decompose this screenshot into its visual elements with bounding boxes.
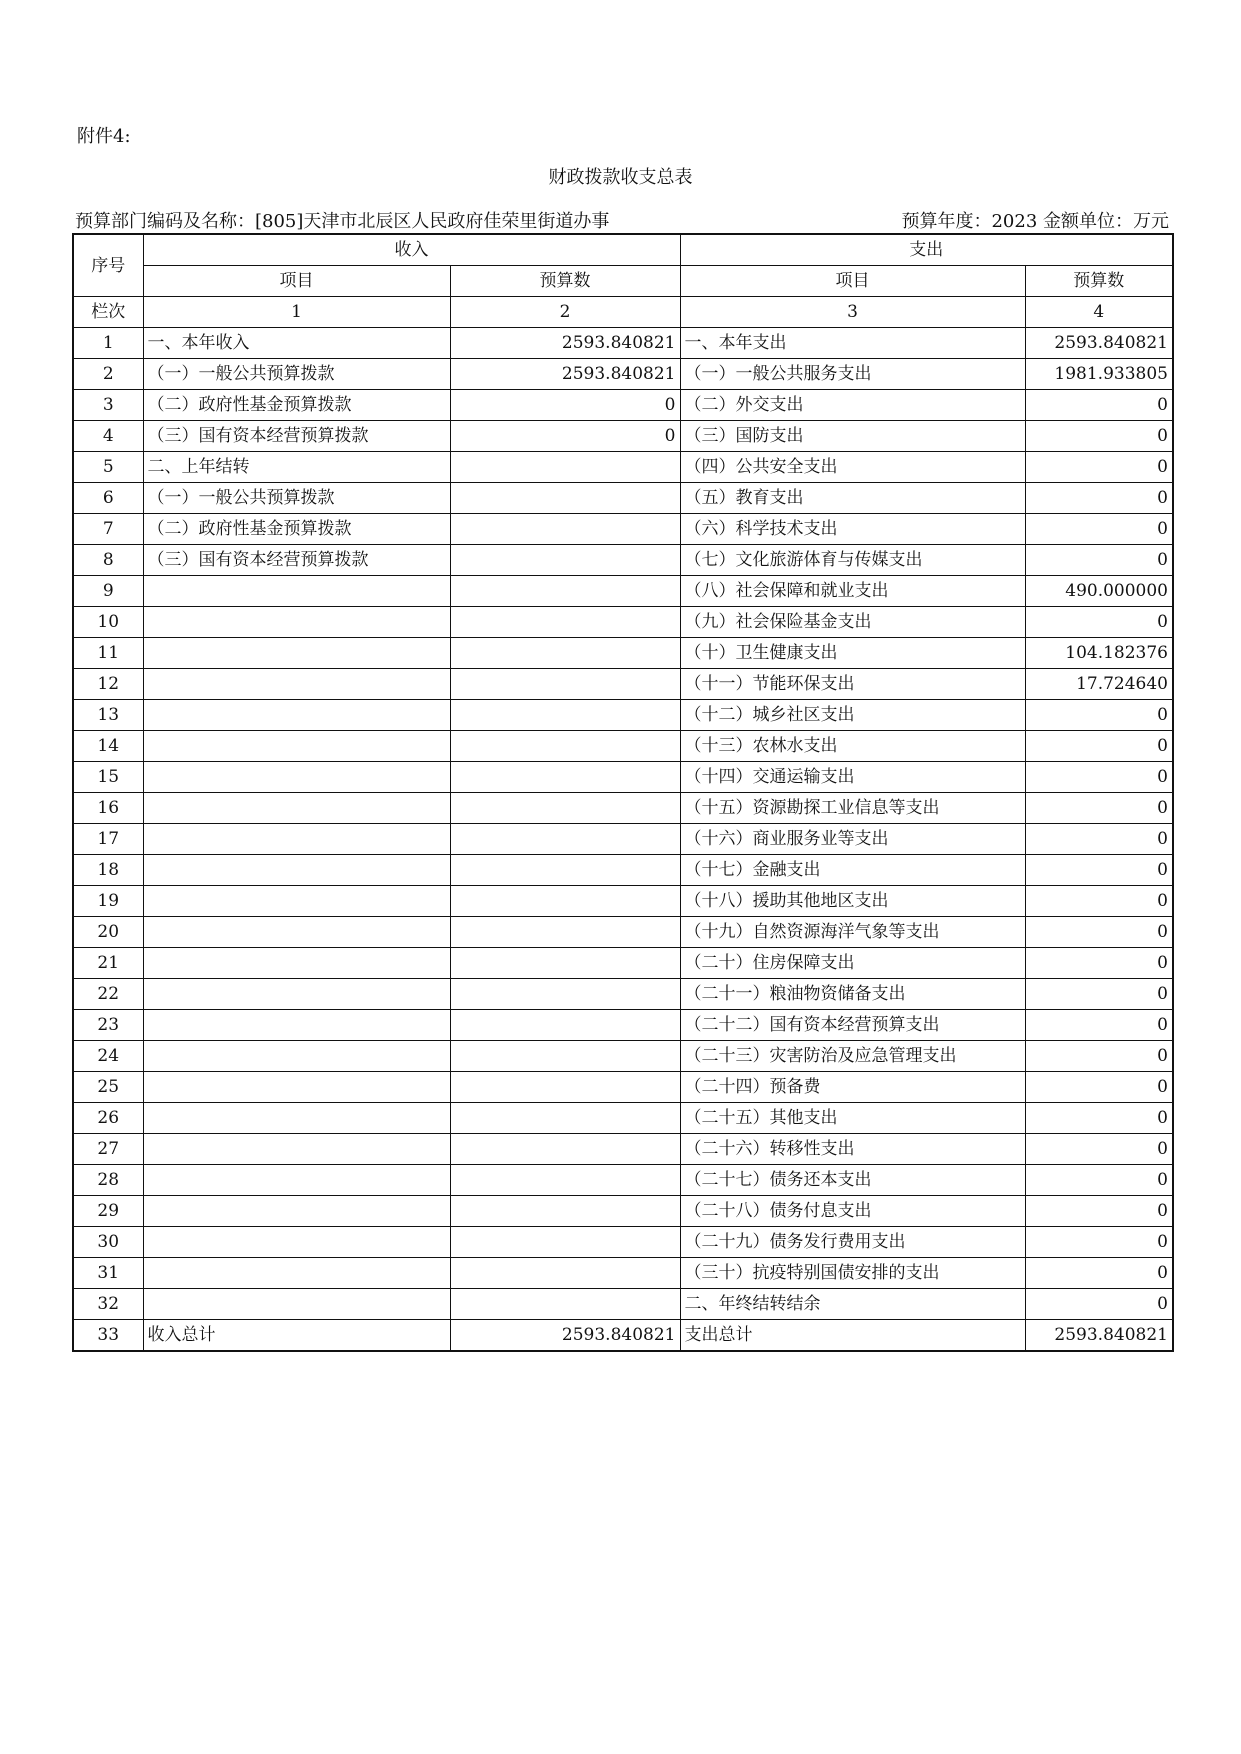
expense-value: 0: [1025, 514, 1173, 545]
table-row: [73, 514, 1173, 545]
income-item: [143, 1041, 450, 1072]
expense-value: 2593.840821: [1025, 328, 1173, 359]
table-row: [73, 1227, 1173, 1258]
income-value: [450, 1258, 680, 1289]
row-number: 20: [73, 917, 143, 948]
expense-value: 0: [1025, 1289, 1173, 1320]
income-item: [143, 762, 450, 793]
income-value: [450, 607, 680, 638]
row-number: 15: [73, 762, 143, 793]
table-row: [73, 1072, 1173, 1103]
expense-value: 0: [1025, 1258, 1173, 1289]
expense-item: （十一）节能环保支出: [680, 669, 1025, 700]
expense-item: （七）文化旅游体育与传媒支出: [680, 545, 1025, 576]
expense-item: （二十五）其他支出: [680, 1103, 1025, 1134]
income-value: [450, 514, 680, 545]
row-number: 26: [73, 1103, 143, 1134]
header-seq: 序号: [73, 234, 143, 297]
row-number: 12: [73, 669, 143, 700]
header-col-3: 3: [680, 297, 1025, 328]
income-value: [450, 979, 680, 1010]
row-number: 29: [73, 1196, 143, 1227]
income-item: [143, 1289, 450, 1320]
row-number: 27: [73, 1134, 143, 1165]
income-item: （三）国有资本经营预算拨款: [143, 421, 450, 452]
income-item: [143, 576, 450, 607]
income-item: [143, 607, 450, 638]
income-item: （一）一般公共预算拨款: [143, 483, 450, 514]
table-row: [73, 793, 1173, 824]
income-item: [143, 700, 450, 731]
table-row: [73, 1320, 1173, 1352]
expense-value: 0: [1025, 824, 1173, 855]
table-row: [73, 359, 1173, 390]
row-number: 6: [73, 483, 143, 514]
expense-item: （十七）金融支出: [680, 855, 1025, 886]
row-number: 32: [73, 1289, 143, 1320]
expense-value: 0: [1025, 1227, 1173, 1258]
table-row: [73, 1196, 1173, 1227]
income-item: [143, 948, 450, 979]
row-number: 9: [73, 576, 143, 607]
table-row: [73, 576, 1173, 607]
table-row: [73, 390, 1173, 421]
table-row: [73, 979, 1173, 1010]
income-item: 二、上年结转: [143, 452, 450, 483]
expense-value: 0: [1025, 607, 1173, 638]
row-number: 28: [73, 1165, 143, 1196]
row-number: 30: [73, 1227, 143, 1258]
income-value: [450, 824, 680, 855]
header-lanci: 栏次: [73, 297, 143, 328]
income-value: [450, 855, 680, 886]
table-row: [73, 328, 1173, 359]
expense-item: （二十八）债务付息支出: [680, 1196, 1025, 1227]
department-label: 预算部门编码及名称：[805]天津市北辰区人民政府佳荣里街道办事: [75, 211, 610, 232]
table-row: [73, 638, 1173, 669]
income-value: 0: [450, 390, 680, 421]
table-body: [73, 328, 1173, 1352]
table-row: [73, 607, 1173, 638]
income-value: [450, 1289, 680, 1320]
expense-item: （十四）交通运输支出: [680, 762, 1025, 793]
income-item: [143, 979, 450, 1010]
row-number: 31: [73, 1258, 143, 1289]
row-number: 18: [73, 855, 143, 886]
expense-value: 0: [1025, 700, 1173, 731]
income-value: [450, 1227, 680, 1258]
row-number: 2: [73, 359, 143, 390]
expense-item: （十六）商业服务业等支出: [680, 824, 1025, 855]
expense-value: 0: [1025, 979, 1173, 1010]
expense-item: （一）一般公共服务支出: [680, 359, 1025, 390]
header-income: 收入: [143, 234, 680, 266]
table-row: [73, 731, 1173, 762]
expense-value: 0: [1025, 886, 1173, 917]
table-row: [73, 1103, 1173, 1134]
expense-item: （二）外交支出: [680, 390, 1025, 421]
expense-value: 0: [1025, 1103, 1173, 1134]
expense-value: 0: [1025, 421, 1173, 452]
income-item: [143, 1103, 450, 1134]
income-item: [143, 1196, 450, 1227]
income-item: （一）一般公共预算拨款: [143, 359, 450, 390]
expense-value: 17.724640: [1025, 669, 1173, 700]
row-number: 14: [73, 731, 143, 762]
expense-item: （二十四）预备费: [680, 1072, 1025, 1103]
table-row: [73, 1134, 1173, 1165]
expense-value: 0: [1025, 855, 1173, 886]
income-value: [450, 483, 680, 514]
budget-table: [72, 233, 1174, 1352]
income-value: 2593.840821: [450, 1320, 680, 1352]
expense-value: 490.000000: [1025, 576, 1173, 607]
row-number: 21: [73, 948, 143, 979]
table-row: [73, 917, 1173, 948]
expense-item: （三）国防支出: [680, 421, 1025, 452]
expense-item: （十二）城乡社区支出: [680, 700, 1025, 731]
income-value: [450, 1196, 680, 1227]
income-value: [450, 452, 680, 483]
header-expense-item: 项目: [680, 266, 1025, 297]
table-row: [73, 886, 1173, 917]
table-row: [73, 855, 1173, 886]
income-item: （二）政府性基金预算拨款: [143, 514, 450, 545]
table-row: [73, 1165, 1173, 1196]
expense-item: （二十三）灾害防治及应急管理支出: [680, 1041, 1025, 1072]
expense-value: 1981.933805: [1025, 359, 1173, 390]
income-item: （三）国有资本经营预算拨款: [143, 545, 450, 576]
income-value: 0: [450, 421, 680, 452]
income-value: [450, 576, 680, 607]
table-row: [73, 421, 1173, 452]
income-item: 一、本年收入: [143, 328, 450, 359]
row-number: 17: [73, 824, 143, 855]
income-value: [450, 1010, 680, 1041]
expense-item: （二十二）国有资本经营预算支出: [680, 1010, 1025, 1041]
table-row: [73, 824, 1173, 855]
table-row: [73, 545, 1173, 576]
income-value: [450, 1103, 680, 1134]
row-number: 1: [73, 328, 143, 359]
header-expense: 支出: [680, 234, 1173, 266]
expense-value: 0: [1025, 1165, 1173, 1196]
expense-item: （二十）住房保障支出: [680, 948, 1025, 979]
row-number: 4: [73, 421, 143, 452]
income-item: [143, 1010, 450, 1041]
header-col-1: 1: [143, 297, 450, 328]
expense-value: 0: [1025, 1010, 1173, 1041]
expense-item: 一、本年支出: [680, 328, 1025, 359]
expense-item: （三十）抗疫特别国债安排的支出: [680, 1258, 1025, 1289]
table-row: [73, 1258, 1173, 1289]
income-value: [450, 948, 680, 979]
expense-item: （二十一）粮油物资储备支出: [680, 979, 1025, 1010]
expense-item: （二十九）债务发行费用支出: [680, 1227, 1025, 1258]
expense-value: 0: [1025, 390, 1173, 421]
income-value: [450, 917, 680, 948]
expense-item: （十）卫生健康支出: [680, 638, 1025, 669]
income-item: [143, 1227, 450, 1258]
table-row: [73, 1010, 1173, 1041]
income-value: [450, 1041, 680, 1072]
expense-value: 0: [1025, 452, 1173, 483]
expense-value: 0: [1025, 1041, 1173, 1072]
income-item: 收入总计: [143, 1320, 450, 1352]
row-number: 19: [73, 886, 143, 917]
table-row: [73, 1041, 1173, 1072]
expense-value: 0: [1025, 948, 1173, 979]
expense-item: （十八）援助其他地区支出: [680, 886, 1025, 917]
income-item: （二）政府性基金预算拨款: [143, 390, 450, 421]
table-row: [73, 483, 1173, 514]
expense-item: （九）社会保险基金支出: [680, 607, 1025, 638]
header-expense-budget: 预算数: [1025, 266, 1173, 297]
income-item: [143, 793, 450, 824]
income-item: [143, 638, 450, 669]
income-value: [450, 1165, 680, 1196]
row-number: 10: [73, 607, 143, 638]
row-number: 7: [73, 514, 143, 545]
expense-item: （八）社会保障和就业支出: [680, 576, 1025, 607]
expense-value: 0: [1025, 793, 1173, 824]
income-item: [143, 731, 450, 762]
income-value: [450, 1134, 680, 1165]
year-unit-label: 预算年度：2023 金额单位：万元: [901, 211, 1169, 232]
expense-item: （四）公共安全支出: [680, 452, 1025, 483]
income-item: [143, 917, 450, 948]
income-value: [450, 762, 680, 793]
expense-value: 2593.840821: [1025, 1320, 1173, 1352]
expense-value: 0: [1025, 1196, 1173, 1227]
row-number: 23: [73, 1010, 143, 1041]
row-number: 11: [73, 638, 143, 669]
row-number: 22: [73, 979, 143, 1010]
income-value: 2593.840821: [450, 359, 680, 390]
expense-value: 104.182376: [1025, 638, 1173, 669]
header-income-item: 项目: [143, 266, 450, 297]
row-number: 3: [73, 390, 143, 421]
income-item: [143, 886, 450, 917]
income-value: 2593.840821: [450, 328, 680, 359]
income-value: [450, 545, 680, 576]
expense-item: （五）教育支出: [680, 483, 1025, 514]
page-title: 财政拨款收支总表: [548, 167, 693, 188]
income-item: [143, 669, 450, 700]
income-item: [143, 1134, 450, 1165]
header-col-4: 4: [1025, 297, 1173, 328]
income-value: [450, 731, 680, 762]
expense-item: （二十六）转移性支出: [680, 1134, 1025, 1165]
expense-item: （六）科学技术支出: [680, 514, 1025, 545]
expense-value: 0: [1025, 483, 1173, 514]
row-number: 13: [73, 700, 143, 731]
income-value: [450, 793, 680, 824]
expense-item: 支出总计: [680, 1320, 1025, 1352]
header-col-2: 2: [450, 297, 680, 328]
expense-item: （二十七）债务还本支出: [680, 1165, 1025, 1196]
income-value: [450, 700, 680, 731]
row-number: 24: [73, 1041, 143, 1072]
table-row: [73, 1289, 1173, 1320]
expense-value: 0: [1025, 1072, 1173, 1103]
row-number: 8: [73, 545, 143, 576]
income-item: [143, 824, 450, 855]
income-item: [143, 1072, 450, 1103]
expense-value: 0: [1025, 731, 1173, 762]
table-row: [73, 669, 1173, 700]
income-value: [450, 1072, 680, 1103]
income-value: [450, 669, 680, 700]
expense-value: 0: [1025, 917, 1173, 948]
income-item: [143, 855, 450, 886]
table-row: [73, 948, 1173, 979]
table-row: [73, 452, 1173, 483]
expense-item: 二、年终结转结余: [680, 1289, 1025, 1320]
income-value: [450, 638, 680, 669]
row-number: 33: [73, 1320, 143, 1352]
row-number: 25: [73, 1072, 143, 1103]
income-item: [143, 1165, 450, 1196]
expense-value: 0: [1025, 1134, 1173, 1165]
income-item: [143, 1258, 450, 1289]
attachment-label: 附件4:: [77, 126, 131, 147]
expense-item: （十三）农林水支出: [680, 731, 1025, 762]
income-value: [450, 886, 680, 917]
expense-item: （十九）自然资源海洋气象等支出: [680, 917, 1025, 948]
row-number: 5: [73, 452, 143, 483]
expense-value: 0: [1025, 762, 1173, 793]
header-income-budget: 预算数: [450, 266, 680, 297]
expense-value: 0: [1025, 545, 1173, 576]
row-number: 16: [73, 793, 143, 824]
table-row: [73, 762, 1173, 793]
expense-item: （十五）资源勘探工业信息等支出: [680, 793, 1025, 824]
table-row: [73, 700, 1173, 731]
